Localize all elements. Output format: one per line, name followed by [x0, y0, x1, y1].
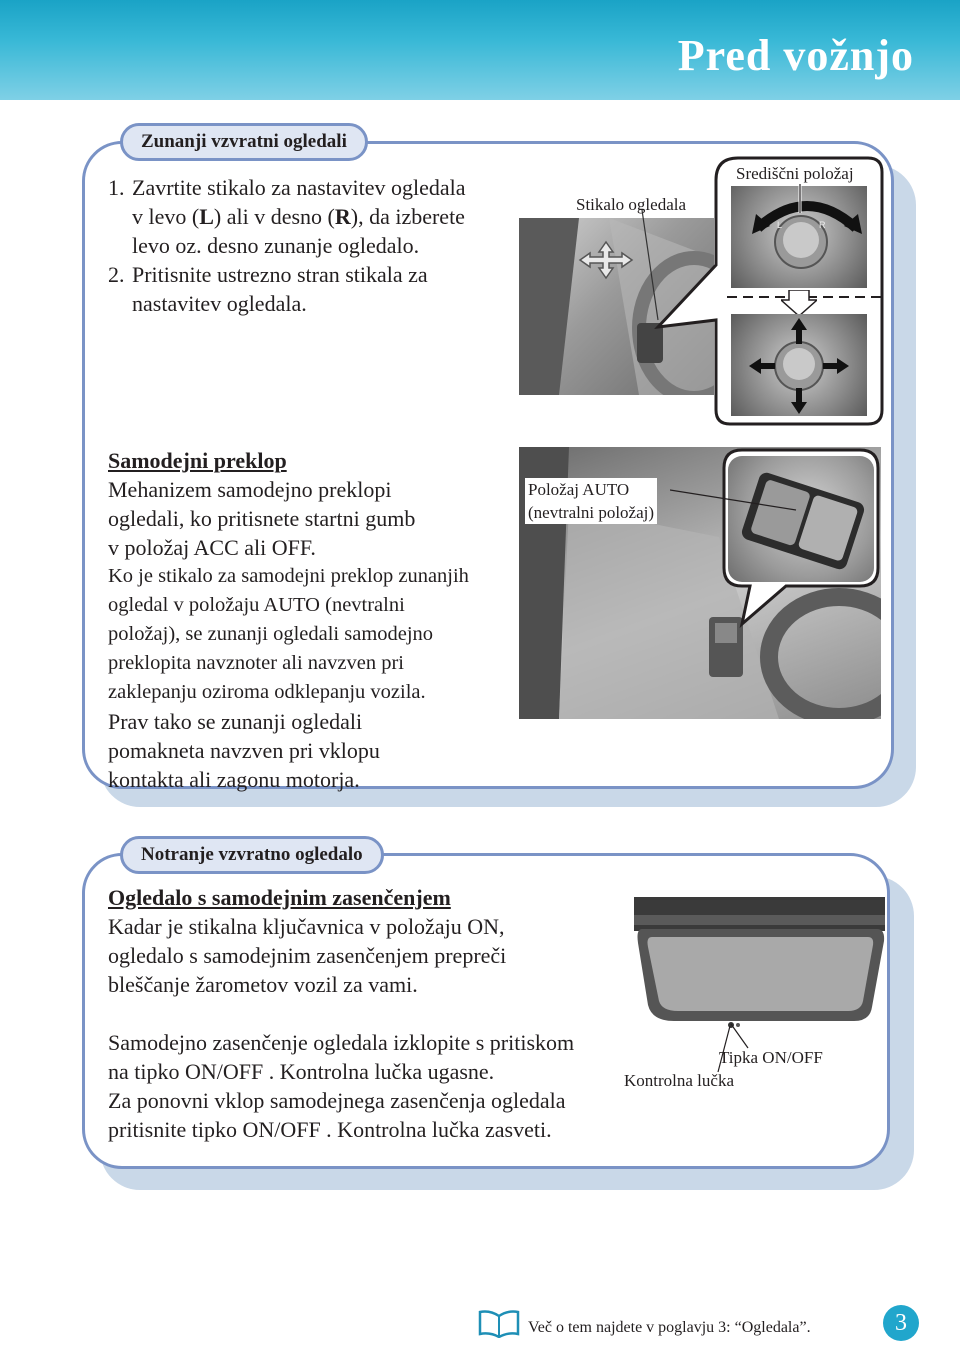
- dimming-line: bleščanje žarometov vozil za vami.: [108, 972, 418, 997]
- label-auto-line2: (nevtralni položaj): [528, 503, 655, 522]
- auto-fold-line: položaj), se zunanji ogledali samodejno: [108, 623, 434, 645]
- dimming-line: ogledalo s samodejnim zasenčenjem prepreči: [108, 943, 507, 968]
- step-line: levo oz. desno zunanje ogledalo.: [132, 233, 420, 258]
- letter-left: L: [199, 204, 214, 229]
- label-indicator-lamp: Kontrolna lučka: [624, 1071, 734, 1090]
- label-auto-line1: Položaj AUTO: [528, 480, 630, 499]
- step-line: nastavitev ogledala.: [132, 291, 307, 316]
- auto-fold-heading: Samodejni preklop: [108, 448, 287, 473]
- step-line: Pritisnite ustrezno stran stikala za: [132, 262, 428, 287]
- svg-text:R: R: [819, 220, 826, 230]
- letter-right: R: [334, 204, 351, 229]
- auto-dimming-text: [108, 883, 608, 1144]
- auto-dimming-heading: Ogledalo s samodejnim zasenčenjem: [108, 885, 451, 910]
- auto-fold-line: Prav tako se zunanji ogledali: [108, 709, 363, 734]
- four-way-arrow-icon: [578, 240, 634, 280]
- auto-fold-line: Mehanizem samodejno preklopi: [108, 477, 392, 502]
- step-2: [108, 260, 508, 318]
- step-1: [108, 173, 508, 260]
- label-onoff-button: Tipka ON/OFF: [719, 1048, 823, 1067]
- label-mirror-switch: Stikalo ogledala: [576, 195, 687, 214]
- step-line: Zavrtite stikalo za nastavitev ogledala: [132, 175, 466, 200]
- svg-text:L: L: [777, 220, 783, 230]
- page-title: Pred vožnjo: [677, 31, 914, 80]
- auto-fold-line: preklopita navznoter ali navzven pri: [108, 652, 404, 674]
- label-auto-position: [525, 478, 657, 524]
- section1-tab: Zunanji vzvratni ogledali: [120, 123, 368, 161]
- auto-fold-line: kontakta ali zagonu motorja.: [108, 767, 360, 792]
- auto-fold-line: pomakneta navzven pri vklopu: [108, 738, 380, 763]
- dimming-line: Kadar je stikalna ključavnica v položaju ON,: [108, 914, 505, 939]
- auto-fold-line: ogledali, ko pritisnete startni gumb: [108, 506, 416, 531]
- dimming-line: Za ponovni vklop samodejnega zasenčenja ogledala: [108, 1088, 566, 1113]
- switch-closeup-bottom: [731, 314, 867, 416]
- label-center-position: Središčni položaj: [736, 164, 854, 183]
- auto-fold-line: v položaj ACC ali OFF.: [108, 535, 316, 560]
- page-header: [0, 0, 960, 100]
- dimming-line: Samodejno zasenčenje ogledala izklopite s pritiskom: [108, 1030, 575, 1055]
- book-icon: [478, 1308, 520, 1338]
- auto-leader-line: [670, 486, 800, 516]
- mirror-steps: [108, 173, 508, 318]
- step-line: v levo (L) ali v desno (R), da izberete: [132, 204, 465, 229]
- step-number: 1.: [108, 175, 125, 200]
- dimming-line: pritisnite tipko ON/OFF . Kontrolna lučka zasveti.: [108, 1117, 552, 1142]
- step-number: 2.: [108, 262, 125, 287]
- section2-tab: Notranje vzvratno ogledalo: [120, 836, 384, 874]
- down-arrow-icon: [781, 290, 817, 316]
- auto-fold-line: zaklepanju oziroma odklepanju vozila.: [108, 681, 426, 703]
- dimming-line: na tipko ON/OFF . Kontrolna lučka ugasne.: [108, 1059, 495, 1084]
- fold-switch-closeup: [728, 456, 874, 582]
- auto-fold-line: Ko je stikalo za samodejni preklop zunanjih: [108, 565, 469, 587]
- rearview-mirror-photo: [634, 897, 885, 1030]
- auto-fold-line: ogledal v položaju AUTO (nevtralni: [108, 594, 405, 616]
- footer-reference: Več o tem najdete v poglavju 3: “Ogledala”.: [528, 1319, 811, 1336]
- auto-fold-text: [108, 446, 508, 794]
- page-number: 3: [883, 1305, 919, 1341]
